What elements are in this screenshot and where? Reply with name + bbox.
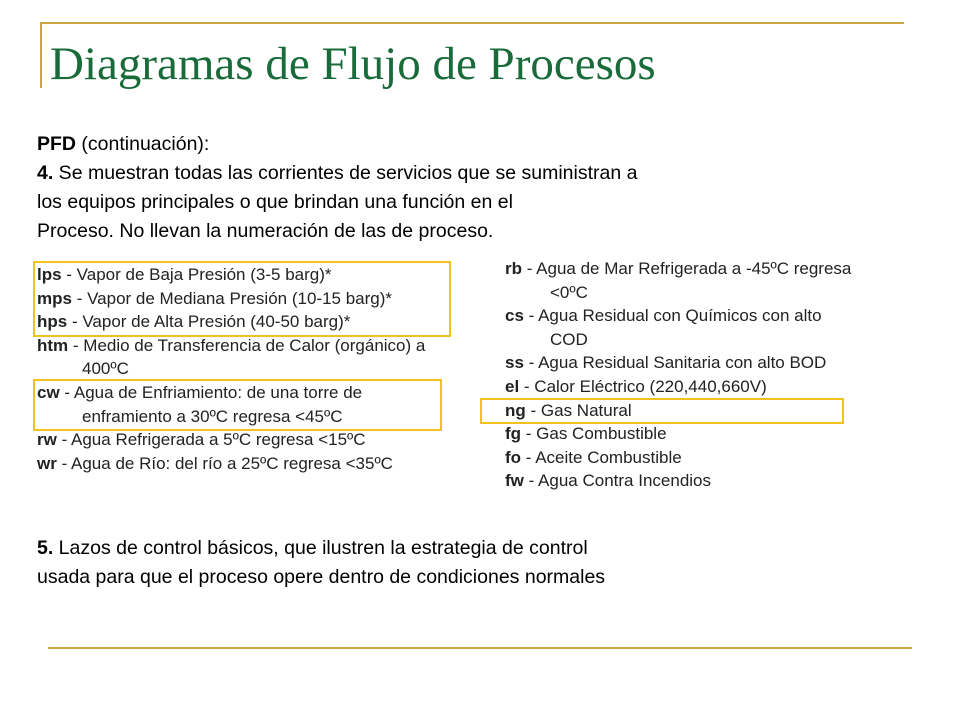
list-item-rb <box>505 257 851 281</box>
list-item-rw <box>37 428 425 452</box>
code-mps: mps <box>37 288 72 308</box>
item5-section <box>37 534 837 592</box>
list-item-rb-cont: <0ºC <box>550 282 588 302</box>
desc-wr: - Agua de Río: del río a 25ºC regresa <35ºC <box>56 453 393 473</box>
desc-fo: - Aceite Combustible <box>521 447 682 467</box>
item5-line-1 <box>37 534 837 563</box>
right-code-list <box>505 257 851 493</box>
code-fg: fg <box>505 424 522 444</box>
code-rb: rb <box>505 259 522 278</box>
list-item-cs <box>505 304 851 328</box>
list-item-cw-cont: enframiento a 30ºC regresa <45ºC <box>82 406 343 426</box>
list-item-fg <box>505 422 851 446</box>
code-htm: htm <box>37 335 69 355</box>
list-item-mps <box>37 287 425 311</box>
code-cw: cw <box>37 382 60 402</box>
code-rw: rw <box>37 430 57 450</box>
code-el: el <box>505 376 520 396</box>
item5-line-2: usada para que el proceso opere dentro de condiciones normales <box>37 566 606 588</box>
left-code-list <box>37 263 425 475</box>
list-item-cw <box>37 381 425 405</box>
list-item-fo <box>505 446 851 470</box>
desc-ss: - Agua Residual Sanitaria con alto BOD <box>523 353 827 373</box>
list-item-ss <box>505 351 851 375</box>
code-fo: fo <box>505 447 522 467</box>
bottom-rule <box>48 647 912 649</box>
item5-number: 5. <box>37 537 54 559</box>
code-fw: fw <box>505 471 524 491</box>
list-item-lps <box>37 263 425 287</box>
list-item-wr <box>37 452 425 476</box>
intro-heading-rest: (continuación): <box>76 133 210 155</box>
item4-line-2: los equipos principales o que brindan una función en el <box>37 191 513 213</box>
list-item-el <box>505 375 851 399</box>
desc-fw: - Agua Contra Incendios <box>523 471 712 491</box>
list-item-ng <box>505 399 851 423</box>
list-item-htm-cont: 400ºC <box>82 359 129 379</box>
item5-text-1: Lazos de control básicos, que ilustren la estrategia de control <box>53 537 588 559</box>
item4-line-3: Proceso. No llevan la numeración de las de proceso. <box>37 220 494 242</box>
desc-el: - Calor Eléctrico (220,440,660V) <box>519 376 767 396</box>
list-item-fw <box>505 469 851 493</box>
desc-fg: - Gas Combustible <box>521 424 667 444</box>
desc-ng: - Gas Natural <box>525 400 632 420</box>
item4-number: 4. <box>37 162 54 184</box>
desc-mps: - Vapor de Mediana Presión (10-15 barg)* <box>71 288 392 308</box>
code-hps: hps <box>37 312 68 332</box>
list-item-hps <box>37 310 425 334</box>
desc-cs: - Agua Residual con Químicos con alto <box>523 306 822 326</box>
item4-text-1: Se muestran todas las corrientes de servicios que se suministran a <box>53 162 638 184</box>
desc-cw: - Agua de Enfriamiento: de una torre de <box>59 382 363 402</box>
item4-line-1 <box>37 159 837 188</box>
code-ss: ss <box>505 353 524 373</box>
intro-section <box>37 130 837 246</box>
list-item-cs-cont: COD <box>550 329 588 349</box>
intro-heading-bold: PFD <box>37 133 76 155</box>
intro-heading <box>37 130 837 159</box>
code-ng: ng <box>505 400 526 420</box>
code-cs: cs <box>505 306 524 326</box>
desc-rw: - Agua Refrigerada a 5ºC regresa <15ºC <box>56 430 366 450</box>
desc-rb: - Agua de Mar Refrigerada a -45ºC regresa <box>522 259 852 278</box>
desc-htm: - Medio de Transferencia de Calor (orgánico) a <box>68 335 426 355</box>
desc-lps: - Vapor de Baja Presión (3-5 barg)* <box>61 265 332 284</box>
left-rule <box>40 22 42 88</box>
top-rule <box>40 22 904 24</box>
code-wr: wr <box>37 453 57 473</box>
list-item-htm <box>37 334 425 358</box>
code-lps: lps <box>37 265 62 284</box>
desc-hps: - Vapor de Alta Presión (40-50 barg)* <box>67 312 351 332</box>
slide-title: Diagramas de Flujo de Procesos <box>50 38 656 90</box>
